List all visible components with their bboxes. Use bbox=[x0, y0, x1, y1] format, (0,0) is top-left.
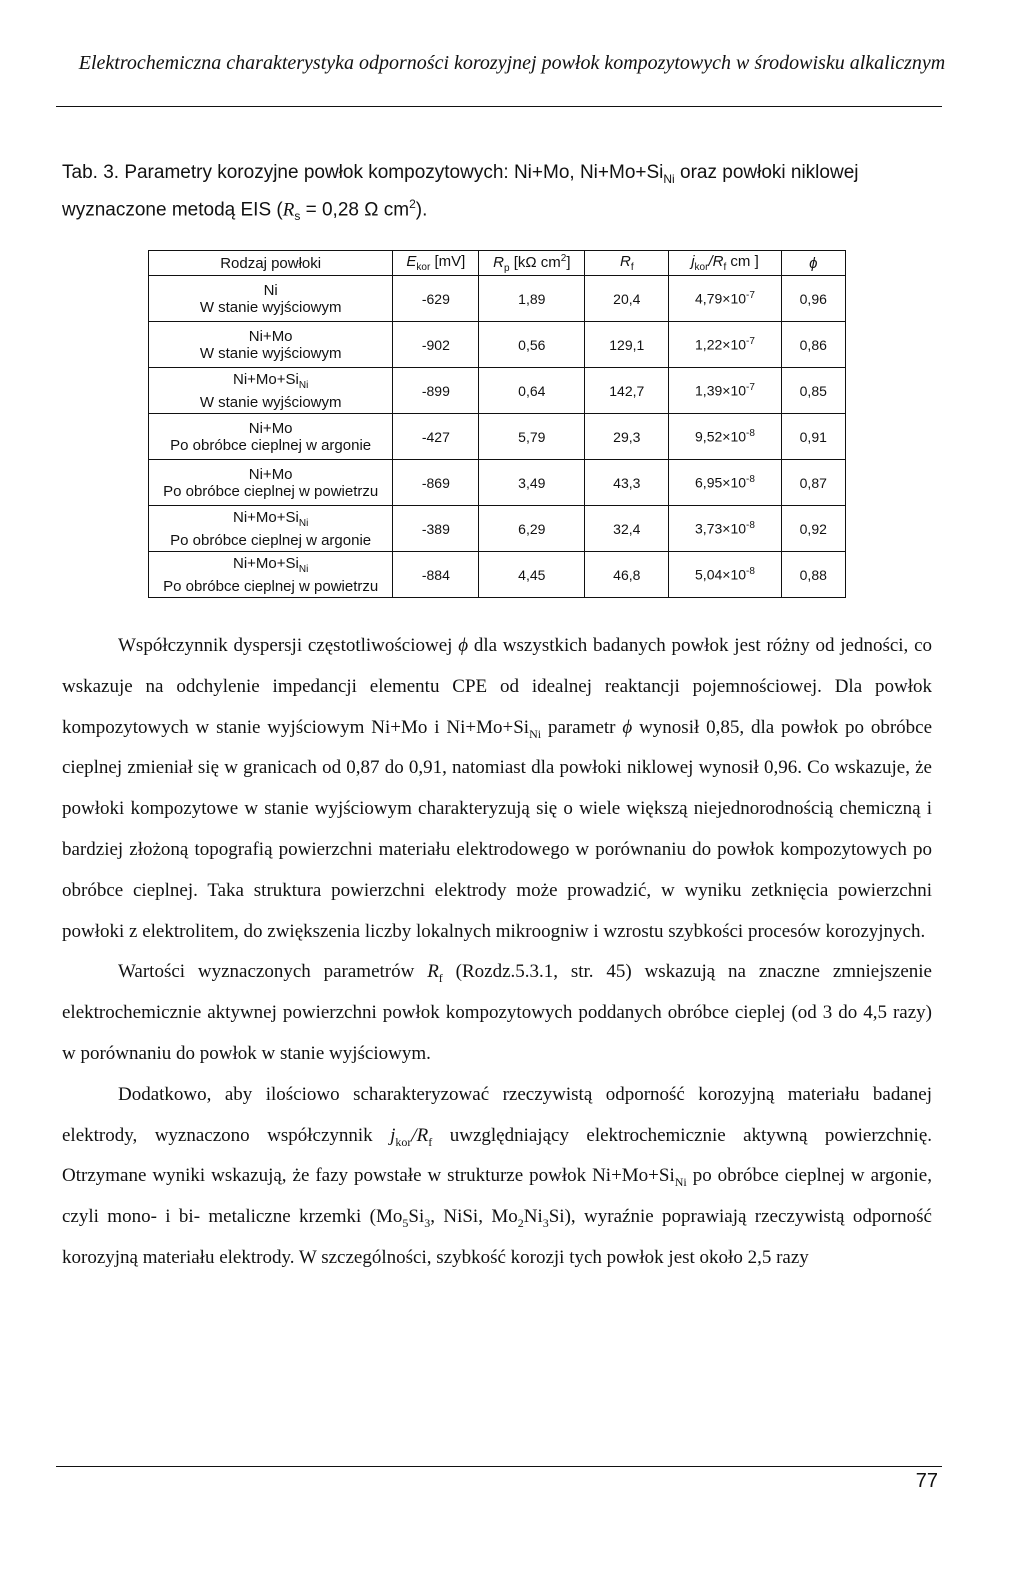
p3-sub-5: 5 bbox=[402, 1215, 409, 1230]
cell-phi: 0,91 bbox=[781, 414, 845, 460]
caption-rs-value: = 0,28 Ω cm bbox=[300, 199, 410, 221]
p1-text-c: parametr bbox=[541, 716, 623, 738]
cell-jkor-rf bbox=[669, 506, 781, 552]
cell-j-exponent: -7 bbox=[746, 382, 755, 394]
p3-sub-3b: 3 bbox=[542, 1215, 549, 1230]
table-row bbox=[149, 460, 846, 506]
p3-j-sub2: f bbox=[428, 1134, 433, 1149]
p3-text-c: po obróbce cieplnej w argonie, czyli mono- i bi- metaliczne krzemki (Mo bbox=[62, 1165, 932, 1228]
cell-j-exponent: -7 bbox=[746, 290, 755, 302]
cell-jkor-rf bbox=[669, 460, 781, 506]
cell-coating bbox=[149, 460, 393, 506]
cell-jkor-rf bbox=[669, 276, 781, 322]
p1-phi-2: ϕ bbox=[622, 716, 633, 738]
cell-rf: 43,3 bbox=[585, 460, 669, 506]
header-rp-sup: 2 bbox=[560, 252, 567, 264]
p3-text-b: uwzględniający elektrochemicznie aktywną powierzchnię. Otrzymane wyniki wskazują, że fazy powstałe w strukturze powłok Ni+Mo+Si bbox=[62, 1124, 932, 1187]
p3-sub-2: 2 bbox=[517, 1215, 524, 1230]
header-j-sub: kor bbox=[694, 262, 709, 273]
cell-j-mantissa: 6,95×10 bbox=[695, 474, 747, 491]
coating-state: W stanie wyjściowym bbox=[199, 393, 342, 411]
cell-j-exponent: -8 bbox=[746, 474, 755, 486]
cell-jkor-rf bbox=[669, 552, 781, 598]
p2-text-b: (Rozdz.5.3.1, str. 45) wskazują na znaczne zmniejszenie elektrochemicznie aktywnej powierzchni powłok kompozytowych poddanych obróbce cieplej (od 3 do 4,5 razy) w porównaniu do powłok w stanie wyjściowym. bbox=[62, 961, 932, 1064]
cell-rf: 142,7 bbox=[585, 368, 669, 414]
cell-rf: 29,3 bbox=[585, 414, 669, 460]
header-j-symbol: j bbox=[691, 253, 695, 270]
p2-rf-symbol: R bbox=[427, 961, 439, 983]
cell-rf: 129,1 bbox=[585, 322, 669, 368]
cell-rp: 3,49 bbox=[479, 460, 585, 506]
cell-j-mantissa: 5,04×10 bbox=[695, 566, 747, 583]
coating-state: W stanie wyjściowym bbox=[199, 344, 342, 362]
cell-j-mantissa: 1,22×10 bbox=[695, 336, 747, 353]
cell-phi: 0,86 bbox=[781, 322, 845, 368]
coating-name: Ni+Mo+Si bbox=[233, 508, 299, 526]
cell-ekor: -899 bbox=[393, 368, 479, 414]
cell-phi: 0,88 bbox=[781, 552, 845, 598]
cell-j-exponent: -8 bbox=[746, 566, 755, 578]
cell-rp: 0,56 bbox=[479, 322, 585, 368]
p3-text-si: Si bbox=[408, 1206, 425, 1228]
table-row bbox=[149, 276, 846, 322]
cell-coating bbox=[149, 414, 393, 460]
caption-prefix: Tab. 3. Parametry korozyjne powłok kompozytowych: Ni+Mo, Ni+Mo+Si bbox=[62, 162, 664, 183]
table-row bbox=[149, 368, 846, 414]
p2-rf-sub: f bbox=[438, 971, 443, 986]
table-row bbox=[149, 322, 846, 368]
cell-j-exponent: -7 bbox=[746, 336, 755, 348]
coating-name-sub: Ni bbox=[298, 563, 309, 575]
cell-ekor: -902 bbox=[393, 322, 479, 368]
header-ekor-symbol: E bbox=[406, 253, 417, 270]
coating-name: Ni+Mo bbox=[248, 465, 293, 483]
cell-coating bbox=[149, 322, 393, 368]
coating-state: Po obróbce cieplnej w powietrzu bbox=[163, 577, 379, 595]
p3-sub-3: 3 bbox=[424, 1215, 431, 1230]
p2-text-a: Wartości wyznaczonych parametrów bbox=[118, 961, 428, 983]
cell-rp: 1,89 bbox=[479, 276, 585, 322]
cell-phi: 0,92 bbox=[781, 506, 845, 552]
cell-phi: 0,85 bbox=[781, 368, 845, 414]
cell-ekor: -884 bbox=[393, 552, 479, 598]
cell-ekor: -389 bbox=[393, 506, 479, 552]
cell-jkor-rf bbox=[669, 368, 781, 414]
header-rf-symbol: R bbox=[619, 253, 631, 270]
header-rp-unit: [kΩ cm bbox=[509, 253, 561, 271]
table-caption bbox=[62, 160, 942, 229]
header-rp-sub: p bbox=[503, 262, 510, 274]
coating-state: Po obróbce cieplnej w argonie bbox=[170, 531, 372, 549]
header-rp-symbol: R bbox=[493, 253, 504, 271]
coating-name: Ni+Mo+Si bbox=[233, 370, 299, 388]
p3-text-nisi: , NiSi, Mo bbox=[430, 1206, 518, 1228]
p1-text-b: dla wszystkich badanych powłok jest różny od jedności, co wskazuje na odchylenie impedancji elementu CPE od idealnej reaktancji pojemnościowej. Dla powłok kompozytowych w stanie wyjściowym Ni+Mo i Ni+Mo+Si bbox=[62, 635, 932, 738]
table-row bbox=[149, 414, 846, 460]
caption-sub-ni: Ni bbox=[663, 171, 675, 186]
caption-rs-sup: 2 bbox=[409, 196, 416, 211]
header-coating-type: Rodzaj powłoki bbox=[149, 251, 393, 276]
cell-j-mantissa: 4,79×10 bbox=[695, 290, 747, 307]
header-jkor-rf bbox=[669, 251, 781, 276]
p3-text-ni: Ni bbox=[523, 1206, 543, 1228]
parameters-table bbox=[148, 250, 846, 598]
cell-rp: 5,79 bbox=[479, 414, 585, 460]
header-rf-sub: f bbox=[630, 262, 634, 273]
cell-j-mantissa: 9,52×10 bbox=[695, 428, 747, 445]
cell-rf: 32,4 bbox=[585, 506, 669, 552]
cell-j-mantissa: 3,73×10 bbox=[695, 520, 747, 537]
coating-name: Ni+Mo bbox=[248, 327, 293, 345]
coating-name-sub: Ni bbox=[298, 517, 309, 529]
cell-coating bbox=[149, 276, 393, 322]
table-header-row bbox=[149, 251, 846, 276]
p1-sub-ni: Ni bbox=[529, 726, 542, 741]
p3-j-sub: kor bbox=[395, 1134, 412, 1149]
body-text bbox=[62, 626, 932, 1279]
cell-jkor-rf bbox=[669, 414, 781, 460]
cell-ekor: -869 bbox=[393, 460, 479, 506]
cell-ekor: -629 bbox=[393, 276, 479, 322]
cell-rp: 0,64 bbox=[479, 368, 585, 414]
cell-rf: 20,4 bbox=[585, 276, 669, 322]
coating-state: Po obróbce cieplnej w powietrzu bbox=[163, 482, 379, 500]
header-rf bbox=[585, 251, 669, 276]
cell-ekor: -427 bbox=[393, 414, 479, 460]
p3-j-mid: /R bbox=[411, 1124, 429, 1146]
p3-j-symbol: j bbox=[390, 1124, 396, 1146]
p3-text-a: Dodatkowo, aby ilościowo scharakteryzować rzeczywistą odporność korozyjną materiału badanej elektrody, wyznaczono współczynnik bbox=[62, 1083, 932, 1146]
cell-rf: 46,8 bbox=[585, 552, 669, 598]
paragraph-1 bbox=[62, 626, 932, 952]
caption-mid: oraz powłoki niklowej wyznaczone metodą EIS ( bbox=[62, 162, 859, 221]
caption-rs-sub: s bbox=[294, 208, 301, 223]
header-rule bbox=[56, 106, 942, 107]
caption-end: ). bbox=[415, 199, 428, 221]
cell-jkor-rf bbox=[669, 322, 781, 368]
header-j-sub2: f bbox=[723, 262, 727, 273]
coating-name-sub: Ni bbox=[298, 379, 309, 391]
paragraph-2 bbox=[62, 952, 932, 1074]
cell-phi: 0,87 bbox=[781, 460, 845, 506]
cell-rp: 6,29 bbox=[479, 506, 585, 552]
p1-text-a: Współczynnik dyspersji częstotliwościowej bbox=[118, 635, 459, 656]
header-phi bbox=[781, 251, 845, 276]
p3-text-d: Si), wyraźnie poprawiają rzeczywistą odporność korozyjną materiału elektrody. W szczególności, szybkość korozji tych powłok jest około 2,5 razy bbox=[62, 1206, 932, 1268]
cell-coating bbox=[149, 552, 393, 598]
p3-sub-ni: Ni bbox=[674, 1175, 687, 1190]
header-rp-end: ] bbox=[566, 253, 571, 271]
cell-j-exponent: -8 bbox=[746, 428, 755, 440]
header-ekor-sub: kor bbox=[416, 262, 431, 273]
header-phi-symbol: ϕ bbox=[809, 254, 818, 272]
cell-phi: 0,96 bbox=[781, 276, 845, 322]
header-j-mid: /R bbox=[708, 253, 724, 270]
header-j-unit: cm ] bbox=[726, 253, 759, 270]
table-row bbox=[149, 506, 846, 552]
paragraph-3 bbox=[62, 1075, 932, 1279]
running-header: Elektrochemiczna charakterystyka odporności korozyjnej powłok kompozytowych w środowisku alkalicznym bbox=[78, 52, 946, 74]
coating-name: Ni bbox=[263, 281, 278, 299]
header-ekor bbox=[393, 251, 479, 276]
header-ekor-unit: [mV] bbox=[430, 253, 466, 270]
p1-text-d: wynosił 0,85, dla powłok po obróbce cieplnej zmieniał się w granicach od 0,87 do 0,91, natomiast dla powłoki niklowej wynosił 0,96. Co wskazuje, że powłoki kompozytowe w stanie wyjściowym charakteryzują się o wiele większą niejednorodnością chemiczną i bardziej złożoną topografią powierzchni materiału elektrodowego w porównaniu do powłok kompozytowych po obróbce cieplnej. Taka struktura powierzchni elektrody może prowadzić, w wyniku zetknięcia powierzchni powłoki z elektrolitem, do zwiększenia liczby lokalnych mikroogniw i wzrostu szybkości procesów korozyjnych. bbox=[62, 716, 933, 942]
coating-state: W stanie wyjściowym bbox=[199, 298, 342, 316]
table-row bbox=[149, 552, 846, 598]
coating-state: Po obróbce cieplnej w argonie bbox=[170, 436, 372, 454]
cell-j-exponent: -8 bbox=[746, 520, 755, 532]
coating-name: Ni+Mo+Si bbox=[233, 554, 299, 572]
cell-coating bbox=[149, 368, 393, 414]
cell-j-mantissa: 1,39×10 bbox=[695, 382, 747, 399]
footer-rule bbox=[56, 1466, 942, 1467]
caption-rs-symbol: R bbox=[282, 199, 295, 221]
page-number: 77 bbox=[915, 1470, 938, 1492]
cell-rp: 4,45 bbox=[479, 552, 585, 598]
coating-name: Ni+Mo bbox=[248, 419, 293, 437]
p1-phi: ϕ bbox=[458, 635, 469, 656]
cell-coating bbox=[149, 506, 393, 552]
header-rp bbox=[479, 251, 585, 276]
